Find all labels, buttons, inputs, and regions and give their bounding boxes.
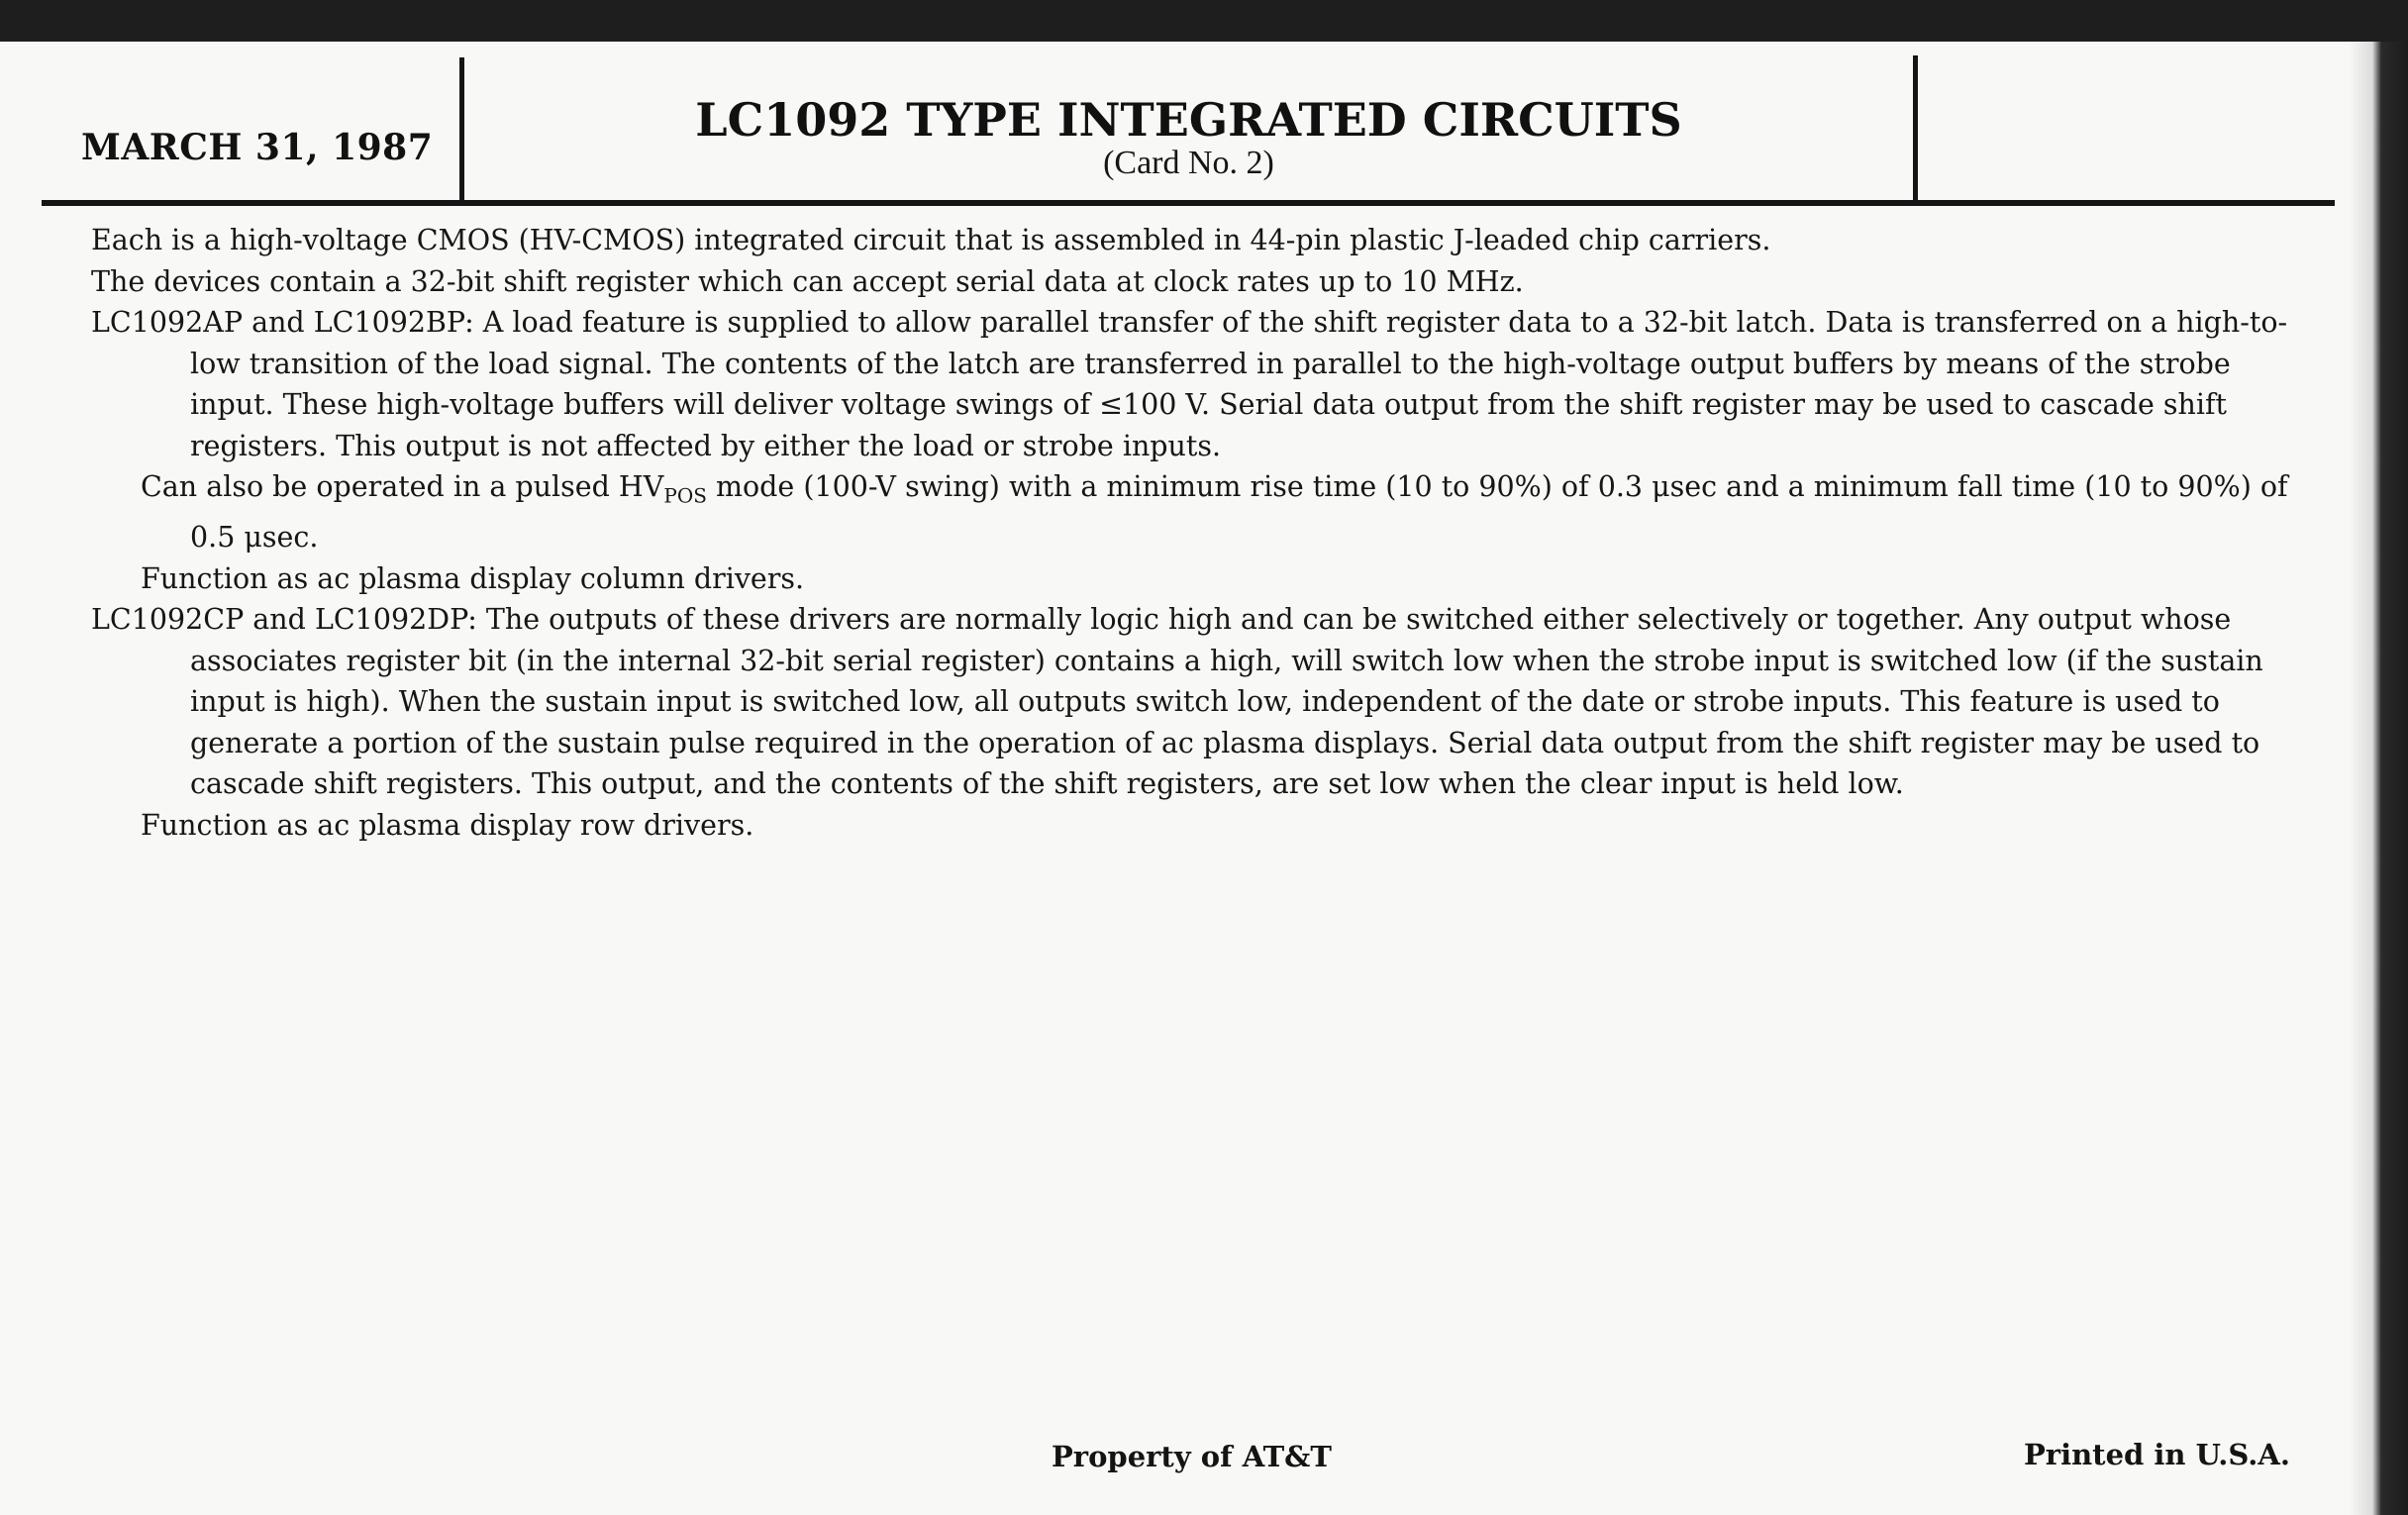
card-body <box>91 220 2299 846</box>
paragraph-row-drivers: Function as ac plasma display row drivers. <box>141 808 754 842</box>
pulsed-mode-text-b: mode (100-V swing) with a minimum rise time (10 to 90%) of 0.3 μsec and a minimum fall time (10 to 90%) of 0.5 μsec. <box>190 470 2288 555</box>
paragraph-cp-dp: LC1092CP and LC1092DP: The outputs of these drivers are normally logic high and can be switched either selectively or together. Any output whose associates register bit (in the internal 32-bit serial register) contains a high, will switch low when the strobe input is switched low (if the sustain input is high). When the sustain input is switched low, all outputs switch low, independent of the date or strobe inputs. This feature is used to generate a portion of the sustain pulse required in the operation of ac plasma displays. Serial data output from the shift register may be used to cascade shift registers. This output, and the contents of the shift registers, are set low when the clear input is held low. <box>91 603 2263 801</box>
card-title: LC1092 TYPE INTEGRATED CIRCUITS <box>695 93 1682 147</box>
footer-property: Property of AT&T <box>1052 1440 1332 1473</box>
paragraph-shift-register: The devices contain a 32-bit shift register which can accept serial data at clock rates up to 10 MHz. <box>91 264 1524 298</box>
footer-printed: Printed in U.S.A. <box>2024 1438 2290 1471</box>
pulsed-mode-subscript: POS <box>663 483 707 508</box>
paragraph-pulsed-mode <box>91 466 2299 558</box>
header-rule <box>42 200 2335 206</box>
paragraph-packaging: Each is a high-voltage CMOS (HV-CMOS) integrated circuit that is assembled in 44-pin plastic J-leaded chip carriers. <box>91 224 1771 256</box>
pulsed-mode-text-a: Can also be operated in a pulsed HV <box>141 470 664 503</box>
paragraph-column-drivers: Function as ac plasma display column drivers. <box>141 561 805 595</box>
card-number: (Card No. 2) <box>1103 145 1274 181</box>
paragraph-ap-bp: LC1092AP and LC1092BP: A load feature is supplied to allow parallel transfer of the shift register data to a 32-bit latch. Data is transferred on a high-to-low transition of the load signal. The contents of the latch are transferred in parallel to the high-voltage output buffers by means of the strobe input. These high-voltage buffers will deliver voltage swings of ≤100 V. Serial data output from the shift register may be used to cascade shift registers. This output is not affected by either the load or strobe inputs. <box>91 306 2288 462</box>
card-edge-shadow <box>2349 42 2408 1515</box>
card-date: MARCH 31, 1987 <box>81 127 434 168</box>
header-divider-right <box>1913 55 1918 202</box>
